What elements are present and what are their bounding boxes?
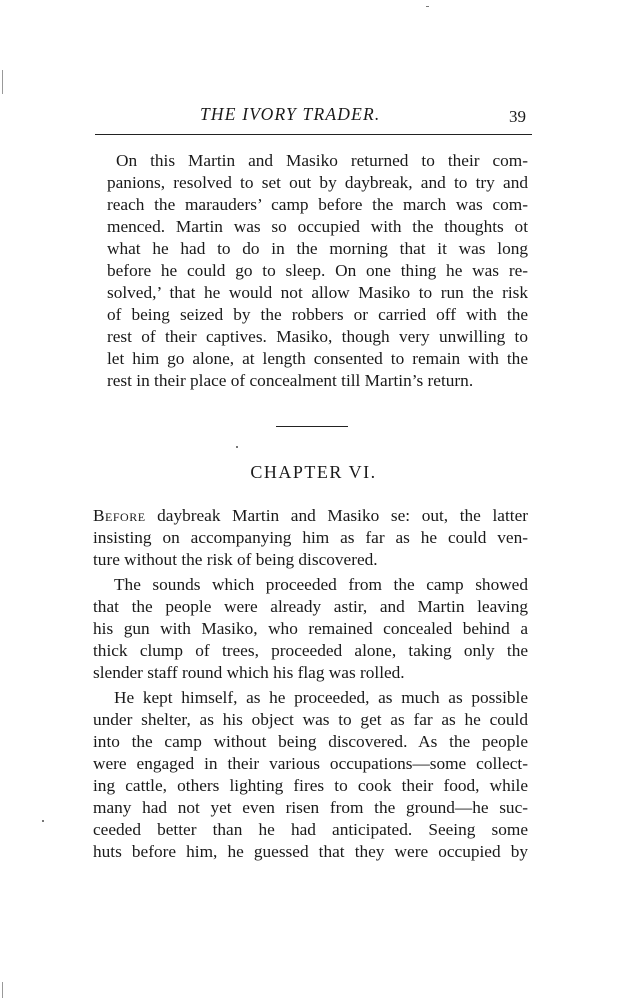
text-line: rest in their place of concealment till Martin’s return.: [107, 371, 474, 390]
text-line: huts before him, he guessed that they were occupied by: [93, 842, 528, 861]
text-line: slender staff round which his flag was rolled.: [93, 663, 405, 682]
text-line: let him go alone, at length consented to remain with the: [107, 349, 528, 368]
text-line: his gun with Masiko, who remained concealed behind a: [93, 619, 528, 638]
text-line: before he could go to sleep. On one thing he was re-: [107, 261, 528, 280]
text-line: menced. Martin was so occupied with the thoughts ot: [107, 217, 528, 236]
text-line: reach the marauders’ camp before the march was com-: [107, 195, 528, 214]
text-line: ceeded better than he had anticipated. Seeing some: [93, 820, 528, 839]
scan-edge-mark: [2, 982, 3, 998]
section-divider: [276, 426, 348, 427]
text-line-opening: [93, 506, 528, 526]
text-line: of being seized by the robbers or carried off with the: [107, 305, 528, 324]
scan-speck: [42, 820, 44, 822]
text-line: solved,’ that he would not allow Masiko to run the risk: [107, 283, 528, 302]
text-line: panions, resolved to set out by daybreak, and to try and: [107, 173, 528, 192]
text-line: that the people were already astir, and Martin leaving: [93, 597, 528, 616]
scan-speck: [426, 6, 429, 7]
scan-speck: [236, 446, 238, 448]
text-line: into the camp without being discovered. As the people: [93, 732, 528, 751]
page-number: 39: [509, 107, 526, 126]
text-line: many had not yet even risen from the ground—he suc-: [93, 798, 528, 817]
running-title: THE IVORY TRADER.: [200, 104, 381, 124]
text-line: thick clump of trees, proceeded alone, taking only the: [93, 641, 528, 660]
text-line: what he had to do in the morning that it was long: [107, 239, 528, 258]
header-rule: [95, 134, 532, 135]
text-line: insisting on accompanying him as far as he could ven-: [93, 528, 528, 547]
text-line: He kept himself, as he proceeded, as much as possible: [114, 688, 528, 707]
running-head: [0, 104, 627, 128]
scan-edge-mark: [2, 70, 3, 94]
text-line: were engaged in their various occupations—some collect-: [93, 754, 528, 773]
text-line: ing cattle, others lighting fires to cook their food, while: [93, 776, 528, 795]
text-line: The sounds which proceeded from the camp showed: [114, 575, 528, 594]
text-line-rest: daybreak Martin and Masiko se: out, the latter: [145, 506, 528, 525]
text-line: under shelter, as his object was to get as far as he could: [93, 710, 528, 729]
opening-word: Before: [93, 506, 146, 525]
chapter-heading: CHAPTER VI.: [250, 462, 377, 482]
text-line: rest of their captives. Masiko, though very unwilling to: [107, 327, 528, 346]
text-line: On this Martin and Masiko returned to their com-: [116, 151, 528, 170]
text-line: ture without the risk of being discovered.: [93, 550, 378, 569]
